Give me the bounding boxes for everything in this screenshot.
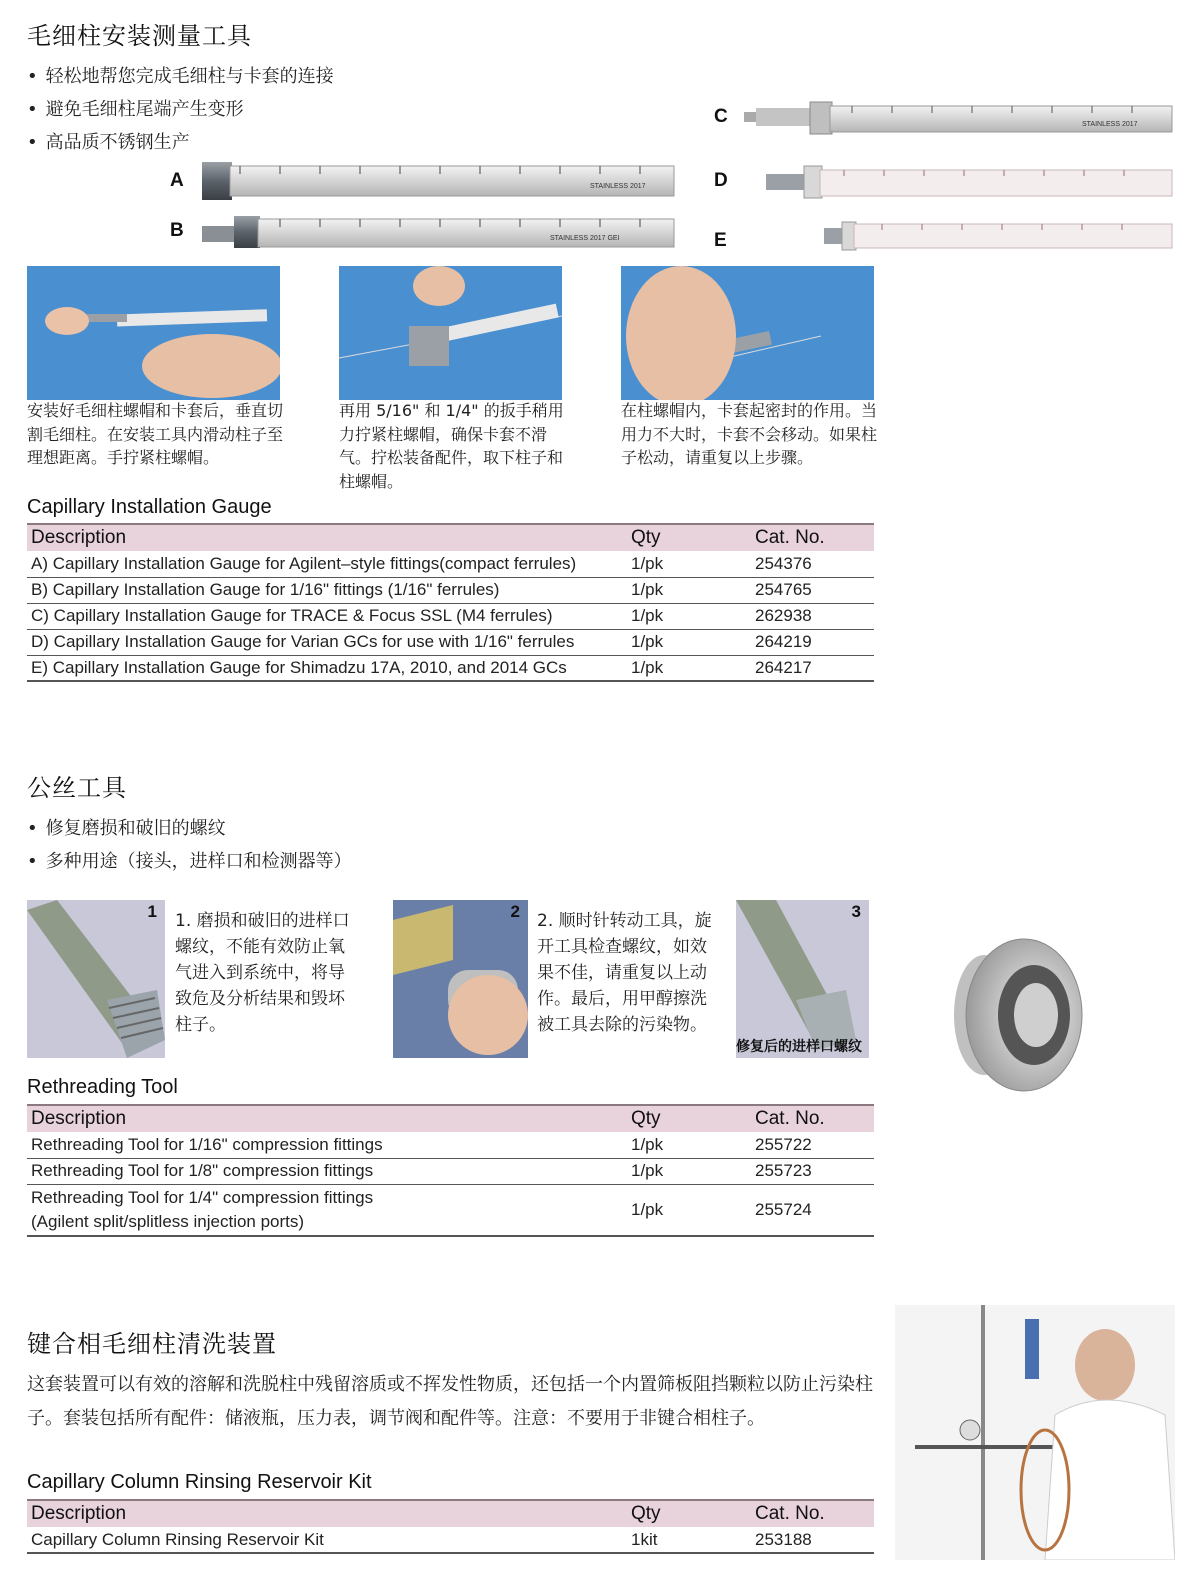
gauge-c-ruler-text: STAINLESS 2017 xyxy=(1082,121,1138,128)
row-qty: 1/pk xyxy=(627,629,751,655)
install-caption-3: 在柱螺帽内，卡套起密封的作用。当用力不大时，卡套不会移动。如果柱子松动，请重复以上步骤。 xyxy=(621,401,878,467)
row-qty: 1/pk xyxy=(627,1158,751,1184)
section1-title: 毛细柱安装测量工具 xyxy=(27,22,252,50)
row-description: Capillary Column Rinsing Reservoir Kit xyxy=(27,1527,627,1553)
header-description: Description xyxy=(27,524,627,551)
row-qty: 1/pk xyxy=(627,551,751,577)
header-cat-no: Cat. No. xyxy=(751,1500,874,1527)
row-qty: 1/pk xyxy=(627,655,751,681)
rinsing-table xyxy=(27,1499,874,1554)
row-description: B) Capillary Installation Gauge for 1/16" fittings (1/16" ferrules) xyxy=(27,577,627,603)
row-cat-no: 253188 xyxy=(751,1527,874,1553)
row-description: A) Capillary Installation Gauge for Agilent–style fittings(compact ferrules) xyxy=(27,551,627,577)
row-cat-no: 264219 xyxy=(751,629,874,655)
row-qty: 1/pk xyxy=(627,1132,751,1158)
table-row xyxy=(27,577,874,603)
rethreading-table xyxy=(27,1104,874,1237)
gauge-label-d: D xyxy=(714,170,728,191)
bullet: • 多种用途（接头，进样口和检测器等） xyxy=(27,845,352,878)
gauge-d-image xyxy=(764,162,1174,202)
step1-number: 1 xyxy=(147,902,157,921)
section3-title: 键合相毛细柱清洗装置 xyxy=(27,1330,277,1358)
rethreading-table-title: Rethreading Tool xyxy=(27,1076,178,1098)
table-row xyxy=(27,1184,874,1236)
step3-photo xyxy=(736,900,869,1058)
row-cat-no: 254765 xyxy=(751,577,874,603)
bullet: • 修复磨损和破旧的螺纹 xyxy=(27,812,352,845)
row-cat-no: 264217 xyxy=(751,655,874,681)
table-row xyxy=(27,629,874,655)
gauge-a-ruler-text: STAINLESS 2017 xyxy=(590,183,646,190)
gauge-e-image xyxy=(822,218,1174,254)
gauge-c-image xyxy=(742,98,1174,138)
table-row xyxy=(27,1132,874,1158)
step1-photo xyxy=(27,900,165,1058)
row-description: E) Capillary Installation Gauge for Shimadzu 17A, 2010, and 2014 GCs xyxy=(27,655,627,681)
gauge-label-c: C xyxy=(714,106,728,127)
step1-text: 1. 磨损和破旧的进样口螺纹，不能有效防止氧气进入到系统中，将导致危及分析结果和毁坏柱子。 xyxy=(175,911,350,1035)
install-photo-3 xyxy=(621,266,874,400)
step3-number: 3 xyxy=(851,902,861,921)
rinsing-table-title: Capillary Column Rinsing Reservoir Kit xyxy=(27,1471,372,1493)
gauge-label-e: E xyxy=(714,230,727,251)
row-description: C) Capillary Installation Gauge for TRACE & Focus SSL (M4 ferrules) xyxy=(27,603,627,629)
row-cat-no: 255723 xyxy=(751,1158,874,1184)
bullet: • 高品质不锈钢生产 xyxy=(27,126,334,159)
row-cat-no: 262938 xyxy=(751,603,874,629)
install-caption-1: 安装好毛细柱螺帽和卡套后，垂直切割毛细柱。在安装工具内滑动柱子至理想距离。手拧紧柱螺帽。 xyxy=(27,401,284,467)
rethreading-tool-image xyxy=(944,935,1086,1097)
header-qty: Qty xyxy=(627,1105,751,1132)
table-header-row xyxy=(27,524,874,551)
step2-number: 2 xyxy=(510,902,520,921)
bullet: • 轻松地帮您完成毛细柱与卡套的连接 xyxy=(27,60,334,93)
section2-bullets xyxy=(27,812,352,878)
gauge-label-a: A xyxy=(170,170,184,191)
row-description: Rethreading Tool for 1/16" compression fittings xyxy=(27,1132,627,1158)
install-photo-2 xyxy=(339,266,562,400)
header-cat-no: Cat. No. xyxy=(751,1105,874,1132)
gauge-a-image xyxy=(200,158,678,204)
gauge-b-ruler-text: STAINLESS 2017 GEI xyxy=(550,235,620,242)
step2-text: 2. 顺时针转动工具，旋开工具检查螺纹，如效果不佳，请重复以上动作。最后，用甲醇擦洗被工具去除的污染物。 xyxy=(537,911,712,1035)
gauge-table-title: Capillary Installation Gauge xyxy=(27,496,272,518)
row-qty: 1/pk xyxy=(627,603,751,629)
table-row xyxy=(27,1158,874,1184)
header-description: Description xyxy=(27,1105,627,1132)
gauge-b-image xyxy=(200,212,678,252)
header-qty: Qty xyxy=(627,1500,751,1527)
install-caption-2: 再用 5/16" 和 1/4" 的扳手稍用力拧紧柱螺帽，确保卡套不滑气。拧松装备配件，取下柱子和柱螺帽。 xyxy=(339,401,564,491)
row-cat-no: 254376 xyxy=(751,551,874,577)
section3-paragraph: 这套装置可以有效的溶解和洗脱柱中残留溶质或不挥发性物质，还包括一个内置筛板阻挡颗粒以防止污染柱子。套装包括所有配件：储液瓶，压力表，调节阀和配件等。注意：不要用于非键合相柱子。 xyxy=(27,1374,873,1429)
install-photo-1 xyxy=(27,266,280,400)
gauge-table xyxy=(27,523,874,682)
row-qty: 1/pk xyxy=(627,1184,751,1236)
section2-title: 公丝工具 xyxy=(27,774,127,802)
step2-photo xyxy=(393,900,528,1058)
rinsing-kit-photo xyxy=(895,1305,1175,1560)
table-header-row xyxy=(27,1500,874,1527)
row-cat-no: 255724 xyxy=(751,1184,874,1236)
row-qty: 1kit xyxy=(627,1527,751,1553)
table-row xyxy=(27,603,874,629)
row-description: Rethreading Tool for 1/8" compression fittings xyxy=(27,1158,627,1184)
row-qty: 1/pk xyxy=(627,577,751,603)
header-qty: Qty xyxy=(627,524,751,551)
table-header-row xyxy=(27,1105,874,1132)
row-description: D) Capillary Installation Gauge for Varian GCs for use with 1/16" ferrules xyxy=(27,629,627,655)
table-row xyxy=(27,1527,874,1553)
bullet: • 避免毛细柱尾端产生变形 xyxy=(27,93,334,126)
header-cat-no: Cat. No. xyxy=(751,524,874,551)
row-description: Rethreading Tool for 1/4" compression fittings (Agilent split/splitless injection ports) xyxy=(27,1184,627,1236)
header-description: Description xyxy=(27,1500,627,1527)
row-cat-no: 255722 xyxy=(751,1132,874,1158)
step3-photo-label: 修复后的进样口螺纹 xyxy=(736,1039,862,1055)
table-row xyxy=(27,551,874,577)
table-row xyxy=(27,655,874,681)
gauge-label-b: B xyxy=(170,220,184,241)
section1-bullets xyxy=(27,60,334,159)
